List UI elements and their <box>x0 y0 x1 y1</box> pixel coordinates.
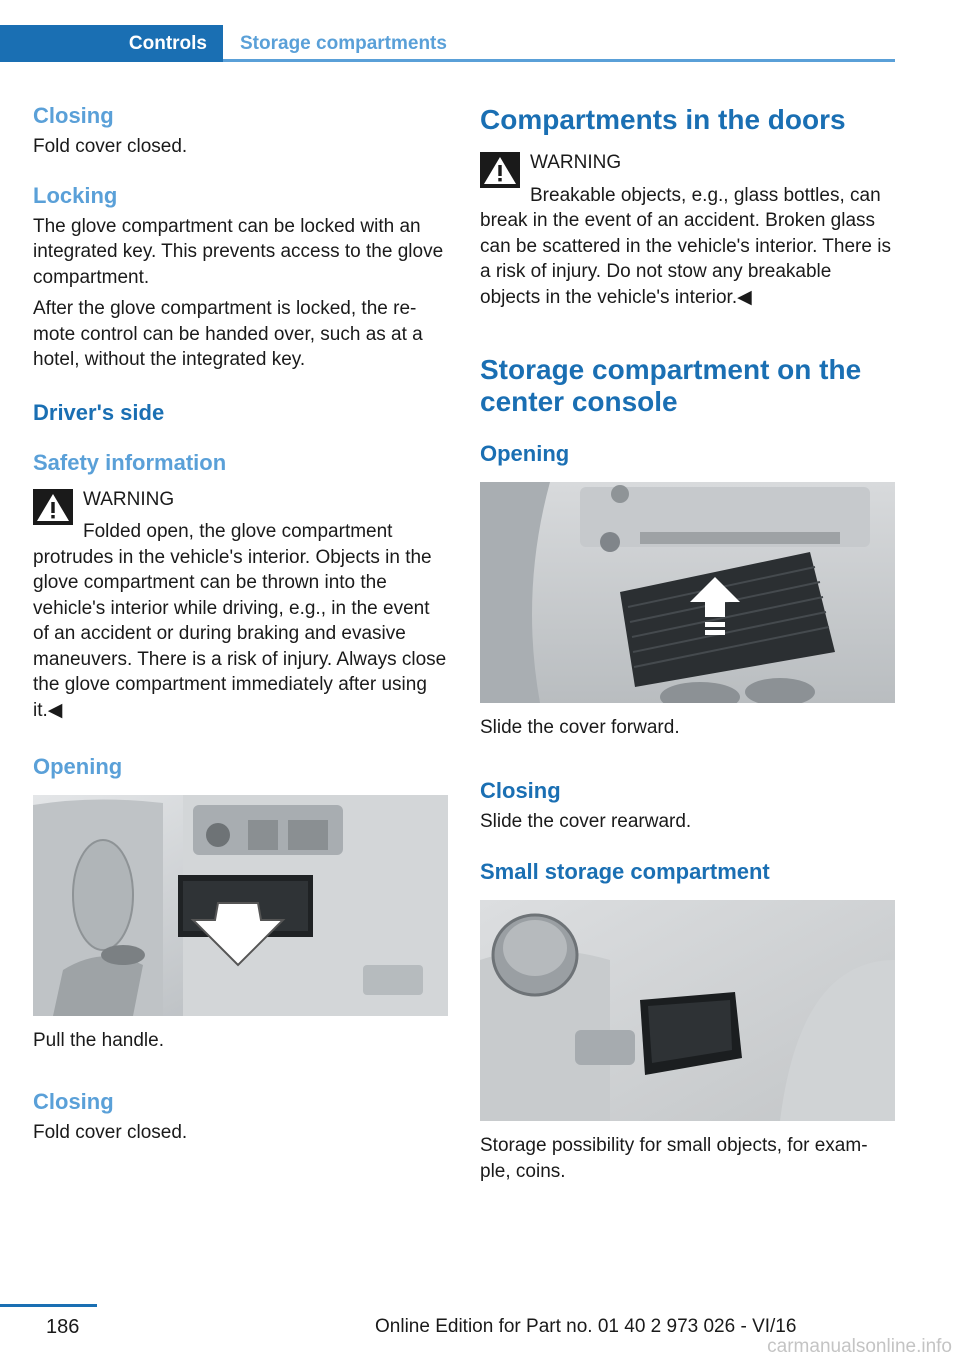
opening-heading: Opening <box>33 754 123 779</box>
locking-text-2: After the glove compartment is locked, the re-mote control can be handed over, such as at a hotel, without the integrated key. <box>33 298 423 370</box>
closing-text-2: Fold cover closed. <box>33 1121 188 1143</box>
warning-triangle-icon <box>33 489 73 525</box>
opening-caption: Pull the handle. <box>33 1030 164 1051</box>
warning-triangle-icon <box>480 152 520 188</box>
closing-heading: Closing <box>33 103 114 128</box>
small-compartment-caption: Storage possibility for small objects, for exam-ple, coins. <box>480 1135 868 1182</box>
opening-heading: Opening <box>480 441 570 466</box>
small-compartment-image <box>480 900 895 1121</box>
watermark: carmanualsonline.info <box>767 1336 952 1357</box>
center-console-image <box>480 482 895 703</box>
drivers-side-heading: Driver's side <box>33 399 165 425</box>
warning-block <box>480 150 896 310</box>
warning-label: WARNING <box>83 488 175 510</box>
right-column <box>480 100 896 1184</box>
doors-heading: Compartments in the doors <box>480 104 846 135</box>
closing-heading: Closing <box>480 777 561 803</box>
section-tab[interactable]: Storage compartments <box>240 32 447 54</box>
chapter-tab[interactable]: Controls <box>0 25 223 62</box>
warning-text: Breakable objects, e.g., glass bottles, can break in the event of an accident. Broken glass can be scattered in the vehicle's interior. There is a risk of injury. Do not stow any breakable objects in the vehicle's interior.◀ <box>480 184 891 308</box>
console-heading: Storage compartment on the center console <box>480 354 862 417</box>
warning-block <box>33 487 449 724</box>
header-rule <box>223 59 895 62</box>
locking-text: The glove compartment can be locked with an integrated key. This prevents access to the glove compartment. <box>33 215 444 288</box>
left-column <box>33 100 449 1145</box>
footer-rule <box>0 1304 97 1307</box>
small-compartment-heading: Small storage compartment <box>480 859 770 884</box>
opening-caption: Slide the cover forward. <box>480 717 680 738</box>
glove-compartment-figure <box>33 795 448 1016</box>
safety-heading: Safety information <box>33 449 227 475</box>
center-console-figure <box>480 482 895 703</box>
closing-text: Slide the cover rearward. <box>480 810 692 832</box>
glove-compartment-image <box>33 795 448 1016</box>
small-compartment-figure <box>480 900 895 1121</box>
edition-text: Online Edition for Part no. 01 40 2 973 026 - VI/16 <box>375 1316 797 1337</box>
warning-label: WARNING <box>530 152 622 173</box>
locking-heading: Locking <box>33 182 118 208</box>
page-number: 186 <box>46 1316 80 1338</box>
page-header <box>0 0 895 62</box>
warning-text: Folded open, the glove compartment protrudes in the vehicle's interior. Objects in the glove compartment can be thrown into the vehicle's interior while driving, e.g., in the event of an accident or during braking and evasive maneuvers. There is a risk of injury. Always close the glove compartment immediately after using it.◀ <box>33 521 447 721</box>
closing-heading-2: Closing <box>33 1088 114 1114</box>
closing-text: Fold cover closed. <box>33 136 188 157</box>
